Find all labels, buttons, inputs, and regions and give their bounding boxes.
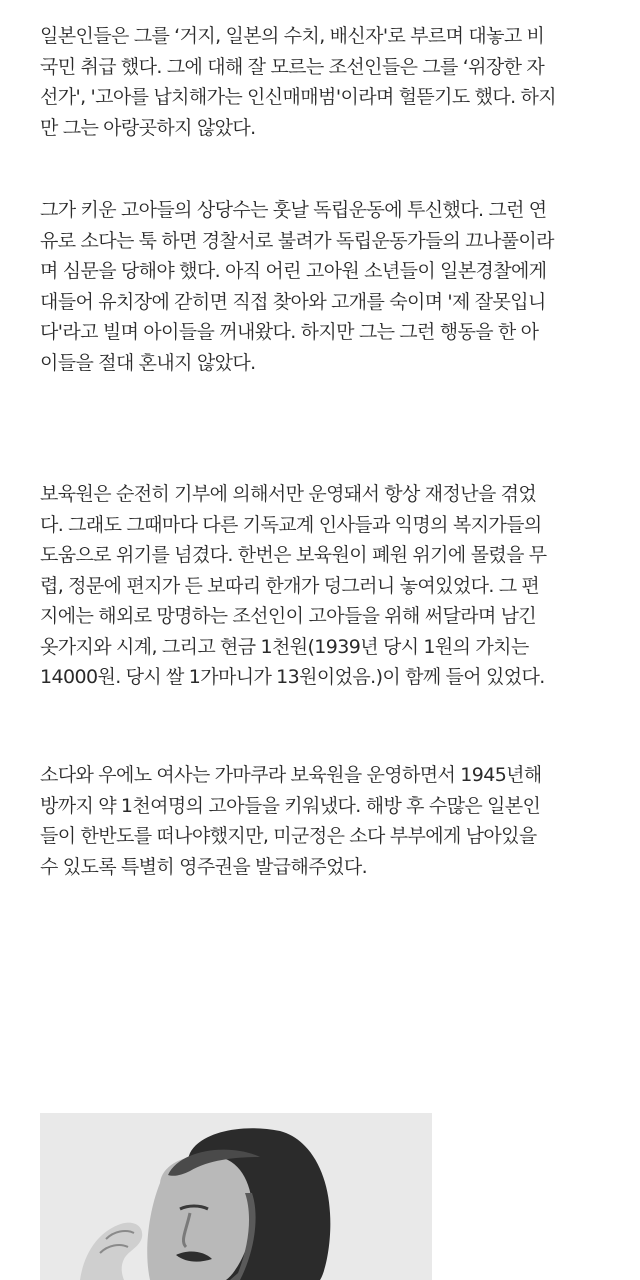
paragraph-4 xyxy=(40,760,620,882)
text-line: 옷가지와 시계, 그리고 현금 1천원(1939년 당시 1원의 가치는 xyxy=(40,635,529,658)
text-line: 도움으로 위기를 넘겼다. 한번은 보육원이 폐원 위기에 몰렸을 무 xyxy=(40,544,547,566)
text-line: 보육원은 순전히 기부에 의해서만 운영돼서 항상 재정난을 겪었 xyxy=(40,483,537,505)
text-line: 대들어 유치장에 갇히면 직접 찾아와 고개를 숙이며 '제 잘못입니 xyxy=(40,290,546,313)
text-line: 일본인들은 그를 ‘거지, 일본의 수치, 배신자'로 부르며 대놓고 비 xyxy=(40,25,545,47)
paragraph-2 xyxy=(40,195,620,378)
paragraph-1 xyxy=(40,21,620,143)
portrait-photo xyxy=(40,1113,432,1280)
text-line: 선가', '고아를 납치해가는 인신매매범'이라며 헐뜯기도 했다. 하지 xyxy=(40,86,556,108)
text-line: 수 있도록 특별히 영주권을 발급해주었다. xyxy=(40,855,368,878)
text-line: 들이 한반도를 떠나야했지만, 미군정은 소다 부부에게 남아있을 xyxy=(40,825,537,847)
text-line: 14000원. 당시 쌀 1가마니가 13원이었음.)이 함께 들어 있었다. xyxy=(40,666,545,688)
text-line: 다'라고 빌며 아이들을 꺼내왔다. 하지만 그는 그런 행동을 한 아 xyxy=(40,321,539,343)
text-line: 다. 그래도 그때마다 다른 기독교계 인사들과 익명의 복지가들의 xyxy=(40,513,542,536)
paragraph-3 xyxy=(40,479,620,693)
text-line: 만 그는 아랑곳하지 않았다. xyxy=(40,116,256,139)
text-line: 유로 소다는 툭 하면 경찰서로 불려가 독립운동가들의 끄나풀이라 xyxy=(40,229,554,252)
text-line: 렵, 정문에 편지가 든 보따리 한개가 덩그러니 놓여있었다. 그 편 xyxy=(40,574,540,597)
text-line: 방까지 약 1천여명의 고아들을 키워냈다. 해방 후 수많은 일본인 xyxy=(40,794,541,817)
text-line: 며 심문을 당해야 했다. 아직 어린 고아원 소년들이 일본경찰에게 xyxy=(40,260,547,282)
text-line: 소다와 우에노 여사는 가마쿠라 보육원을 운영하면서 1945년해 xyxy=(40,764,542,786)
text-line: 그가 키운 고아들의 상당수는 훗날 독립운동에 투신했다. 그런 연 xyxy=(40,199,547,221)
text-line: 국민 취급 했다. 그에 대해 잘 모르는 조선인들은 그를 ‘위장한 자 xyxy=(40,55,545,78)
text-line: 지에는 해외로 망명하는 조선인이 고아들을 위해 써달라며 남긴 xyxy=(40,605,537,627)
text-line: 이들을 절대 혼내지 않았다. xyxy=(40,351,256,374)
portrait-illustration xyxy=(40,1113,432,1280)
